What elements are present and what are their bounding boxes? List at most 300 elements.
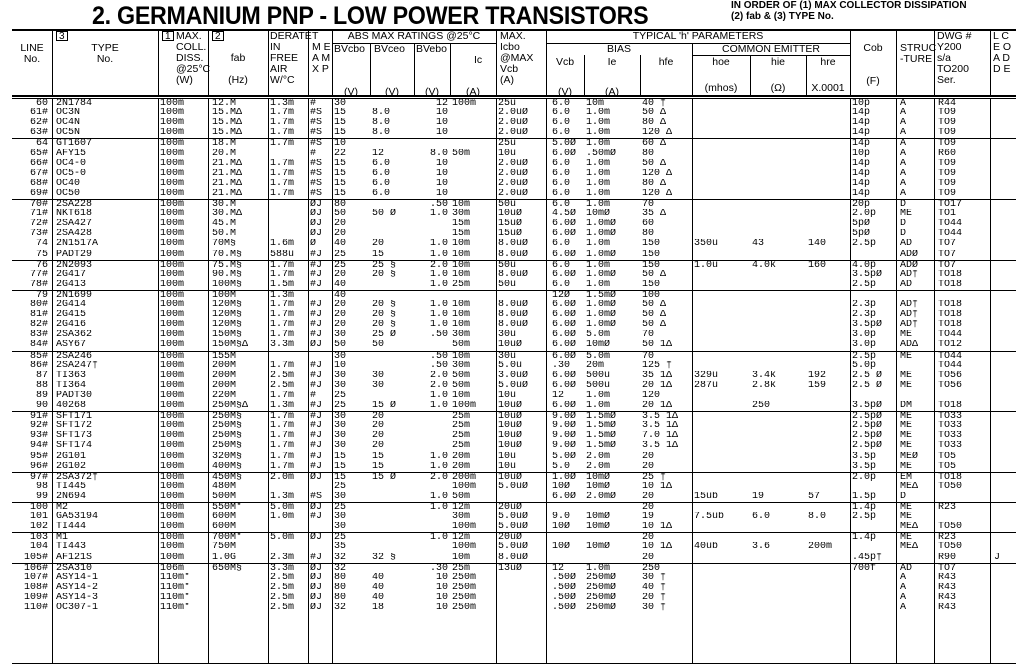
cell-line: 103	[29, 533, 48, 544]
cell-cob: 14p	[852, 108, 871, 119]
cell-bvcbo: 10	[334, 360, 347, 371]
cell-struc: EM	[900, 472, 913, 483]
cell-hre: 200m	[808, 542, 833, 553]
cell-dwg: TO33	[938, 412, 963, 423]
col-structure: STRUC -TURE	[900, 42, 937, 65]
table-row	[12, 209, 1016, 219]
cell-hoe: 1.0u	[694, 260, 719, 271]
cell-line: 65#	[29, 148, 48, 159]
transistor-table-body	[12, 98, 1016, 664]
cell-vcb: 5.0	[552, 461, 571, 472]
cell-icbo: 5.0uØ	[498, 522, 529, 533]
cell-bvcbo: 80	[334, 582, 347, 593]
cell-ie: 1.0m	[586, 178, 611, 189]
cell-dwg: TO18	[938, 472, 963, 483]
cell-type: OC5-0	[56, 168, 87, 179]
cell-tm: #S	[310, 491, 323, 502]
cell-line: 106#	[23, 563, 48, 574]
cell-hfe: 60	[642, 219, 655, 230]
cell-bvceo: 15	[372, 451, 385, 462]
cell-bvcbo: 80	[334, 200, 347, 210]
cell-tm: #J	[310, 360, 323, 371]
cell-ie: 5.0m	[586, 351, 611, 362]
cell-hie: 43	[752, 239, 765, 250]
cell-line: 96#	[29, 461, 48, 472]
cell-tm: ØJ	[310, 472, 323, 483]
cell-diss: 100m	[160, 300, 185, 310]
cell-tm: ØJ	[310, 340, 323, 351]
cell-ic: 50m	[452, 370, 471, 381]
cell-cob: 2.5 Ø	[852, 370, 883, 381]
cell-hre: 140	[808, 239, 827, 250]
unit-bvceo: (V)	[385, 86, 399, 98]
cell-struc: MEΔ	[900, 542, 919, 553]
cell-cob: 20p	[852, 200, 871, 210]
cell-ic: 250m	[452, 603, 477, 613]
cell-derate: 1.7m	[270, 158, 295, 169]
cell-ie: 1.0mØ	[586, 219, 617, 230]
cell-ie: 1.0m	[586, 279, 611, 290]
cell-cob: 2.5pØ	[852, 431, 883, 442]
cell-dwg: R43	[938, 603, 957, 613]
cell-type: SFT173	[56, 431, 93, 442]
cell-type: 2G101	[56, 451, 87, 462]
cell-icbo: 2.0uØ	[498, 128, 529, 139]
cell-ie: 1.0m	[586, 260, 611, 271]
cell-hoe: 287u	[694, 380, 719, 391]
table-row	[12, 401, 1016, 411]
cell-bvcbo: 40	[334, 290, 347, 301]
cell-struc: ME	[900, 512, 913, 523]
cell-hoe: 350u	[694, 239, 719, 250]
col-ic: Ic	[474, 54, 483, 66]
cell-ic: 10m	[452, 300, 471, 310]
cell-icbo: 10uØ	[498, 472, 523, 483]
cell-vcb: 6.0	[552, 279, 571, 290]
cell-bvceo: 50 Ø	[372, 209, 397, 220]
cell-icbo: 5.0uØ	[498, 542, 529, 553]
cell-bvebo: 1.0	[429, 491, 448, 502]
table-row	[12, 118, 1016, 128]
cell-vcb: 6.0Ø	[552, 370, 577, 381]
cell-bvcbo: 15	[334, 128, 347, 139]
cell-ic: 50m	[452, 148, 471, 159]
cell-tm: #S	[310, 118, 323, 129]
col-derate: DERATE IN FREE AIR W/°C	[270, 30, 312, 86]
cell-struc: D	[900, 219, 907, 230]
cell-fab: 650M§	[212, 563, 243, 574]
cell-bvceo: 6.0	[372, 178, 391, 189]
cell-line: 68#	[29, 178, 48, 189]
cell-derate: 1.7m	[270, 139, 295, 150]
cell-bvceo: 20	[372, 421, 385, 432]
cell-diss: 100m	[160, 128, 185, 139]
cell-hfe: 20	[642, 503, 655, 513]
cell-bvceo: 15 Ø	[372, 472, 397, 483]
cell-hre: 8.0	[808, 512, 827, 523]
cell-fab: 250M§Δ	[212, 401, 249, 411]
cell-icbo: 10u	[498, 451, 517, 462]
cell-ie: 250mØ	[586, 592, 617, 603]
cell-fab: 500M	[212, 491, 237, 502]
cell-line: 66#	[29, 158, 48, 169]
cell-tm: ØJ	[310, 563, 323, 574]
cell-bvcbo: 25	[334, 481, 347, 492]
cell-fab: 20.M	[212, 148, 237, 159]
cell-vcb: 6.0	[552, 188, 571, 199]
cell-fab: 250M§	[212, 412, 243, 423]
cell-vcb: 6.0Ø	[552, 300, 577, 310]
cell-hfe: 120 Δ	[642, 128, 673, 139]
cell-derate: 1.7m	[270, 118, 295, 129]
cell-cob: 5.0p	[852, 360, 877, 371]
cell-tm: #J	[310, 441, 323, 452]
cell-struc: AD†	[900, 310, 919, 321]
cell-icbo: 10u	[498, 390, 517, 401]
cell-type: 2N1699	[56, 290, 93, 301]
cell-dwg: TO33	[938, 441, 963, 452]
cell-bvebo: 2.0	[429, 370, 448, 381]
cell-icbo: 20uØ	[498, 533, 523, 544]
cell-bvcbo: 80	[334, 572, 347, 583]
cell-struc: ADØ	[900, 260, 919, 271]
cell-line: 70#	[29, 200, 48, 210]
cell-cob: 3.0p	[852, 340, 877, 351]
cell-tm: #J	[310, 431, 323, 442]
cell-vcb: 4.5Ø	[552, 209, 577, 220]
cell-hfe: 20	[642, 491, 655, 502]
cell-tm: #J	[310, 401, 323, 411]
cell-vcb: 9.0Ø	[552, 412, 577, 423]
cell-cob: 14p	[852, 128, 871, 139]
cell-struc: ME	[900, 461, 913, 472]
cell-bvcbo: 22	[334, 148, 347, 159]
table-row	[12, 229, 1016, 239]
cell-bvebo: 1.0	[429, 279, 448, 290]
cell-hfe: 60 Δ	[642, 139, 667, 150]
cell-ie: 1.0mØ	[586, 249, 617, 260]
unit-hre: X.0001	[811, 82, 845, 94]
cell-diss: 100m	[160, 390, 185, 401]
cell-vcb: 6.0	[552, 118, 571, 129]
cell-ic: 12m	[452, 533, 471, 544]
cell-cob: 2.5p	[852, 351, 877, 362]
cell-bvcbo: 20	[334, 219, 347, 230]
cell-bvceo: 20 §	[372, 310, 397, 321]
cell-struc: AD†	[900, 300, 919, 310]
cell-diss: 100m	[160, 533, 185, 544]
cell-hfe: 120	[642, 390, 661, 401]
cell-type: OC4N	[56, 118, 81, 129]
table-row	[12, 310, 1016, 320]
cell-diss: 100m	[160, 188, 185, 199]
cell-vcb: 6.0Ø	[552, 330, 577, 341]
cell-hfe: 3.5 1Δ	[642, 421, 679, 432]
cell-tm: ØJ	[310, 200, 323, 210]
cell-bvcbo: 15	[334, 158, 347, 169]
cell-struc: ME	[900, 503, 913, 513]
col-bvceo: BVceo	[374, 43, 405, 55]
cell-hie: 19	[752, 491, 765, 502]
cell-bvebo: .50	[429, 200, 448, 210]
col-bias: BIAS	[607, 43, 631, 55]
cell-type: TI363	[56, 370, 87, 381]
cell-fab: 750M	[212, 542, 237, 553]
cell-ic: 30m	[452, 512, 471, 523]
cell-derate: 1.0m	[270, 512, 295, 523]
cell-derate: 1.3m	[270, 401, 295, 411]
cell-bvebo: 1.0	[429, 401, 448, 411]
cell-ie: 10mØ	[586, 472, 611, 483]
cell-vcb: 9.0Ø	[552, 431, 577, 442]
cell-dwg: TO50	[938, 522, 963, 533]
cell-bvcbo: 32	[334, 552, 347, 563]
cell-bvcbo: 30	[334, 431, 347, 442]
cell-dwg: TO18	[938, 310, 963, 321]
cell-fab: 12.M	[212, 99, 237, 109]
table-row	[12, 149, 1016, 159]
cell-vcb: 12	[552, 563, 565, 574]
cell-ic: 10m	[452, 269, 471, 280]
table-row	[12, 441, 1016, 451]
cell-struc: A	[900, 178, 907, 189]
cell-diss: 100m	[160, 351, 185, 362]
cell-type: TI364	[56, 380, 87, 391]
cell-ic: 10m	[452, 320, 471, 331]
cell-vcb: 6.0Ø	[552, 351, 577, 362]
cell-diss: 100m	[160, 542, 185, 553]
cell-fab: 150M§	[212, 330, 243, 341]
cell-vcb: 6.0Ø	[552, 148, 577, 159]
cell-struc: A	[900, 99, 907, 109]
cell-hfe: 10 1Δ	[642, 542, 673, 553]
cell-derate: 1.7m	[270, 330, 295, 341]
cell-ie: 1.5mØ	[586, 441, 617, 452]
cell-line: 85#	[29, 351, 48, 362]
cell-line: 99	[35, 491, 48, 502]
cell-cob: .45p†	[852, 552, 883, 563]
cell-icbo: 8.0uØ	[498, 269, 529, 280]
cell-derate: 1.7m	[270, 360, 295, 371]
cell-line: 81#	[29, 310, 48, 321]
cell-fab: 200M	[212, 380, 237, 391]
cell-vcb: 6.0	[552, 158, 571, 169]
cell-tm: #S	[310, 178, 323, 189]
cell-fab: 120M§	[212, 320, 243, 331]
cell-struc: A	[900, 118, 907, 129]
cell-dwg: TO9	[938, 188, 957, 199]
cell-struc: D	[900, 200, 907, 210]
cell-dwg: TO5	[938, 461, 957, 472]
cell-bvceo: 12	[372, 148, 385, 159]
cell-bvebo: 1.0	[429, 320, 448, 331]
cell-cob: 5pØ	[852, 219, 871, 230]
cell-dwg: TO7	[938, 260, 957, 271]
table-row	[12, 512, 1016, 522]
cell-type: 2N1517A	[56, 239, 99, 250]
cell-derate: 1.7m	[270, 320, 295, 331]
cell-dwg: TO12	[938, 340, 963, 351]
unit-hoe: (mhos)	[704, 82, 738, 94]
cell-bvcbo: 15	[334, 178, 347, 189]
cell-dwg: R23	[938, 503, 957, 513]
cell-bvcbo: 15	[334, 472, 347, 483]
cell-cob: 4.0p	[852, 260, 877, 271]
cell-tm: ØJ	[310, 229, 323, 240]
cell-ie: 250mØ	[586, 582, 617, 593]
cell-vcb: 9.0Ø	[552, 421, 577, 432]
cell-bvebo: 8.0	[429, 148, 448, 159]
cell-bvceo: 30	[372, 380, 385, 391]
cell-hfe: 150	[642, 239, 661, 250]
cell-hfe: 10 1Δ	[642, 522, 673, 533]
cell-line: 110#	[23, 603, 48, 613]
cell-dwg: TO44	[938, 351, 963, 362]
cell-line: 90	[35, 401, 48, 411]
cell-diss: 100m	[160, 340, 185, 351]
table-row	[12, 169, 1016, 179]
cell-bvcbo: 40	[334, 239, 347, 250]
cell-derate: 1.3m	[270, 290, 295, 301]
cell-ic: 25m	[452, 279, 471, 290]
cell-derate: 1.7m	[270, 412, 295, 423]
cell-hie: 250	[752, 401, 771, 411]
cell-derate: 1.7m	[270, 421, 295, 432]
cell-line: 74	[35, 239, 48, 250]
cell-type: TI444	[56, 522, 87, 533]
table-row	[12, 239, 1016, 249]
cell-vcb: 9.0	[552, 512, 571, 523]
cell-bvcbo: 25	[334, 533, 347, 544]
cell-icbo: 50u	[498, 200, 517, 210]
table-row	[12, 290, 1016, 300]
cell-diss: 100m	[160, 512, 185, 523]
cell-line: 71#	[29, 209, 48, 220]
cell-line: 77#	[29, 269, 48, 280]
cell-tm: #J	[310, 370, 323, 381]
cell-vcb: 6.0	[552, 168, 571, 179]
cell-line: 73#	[29, 229, 48, 240]
cell-tm: #J	[310, 421, 323, 432]
cell-hie: 4.0k	[752, 260, 777, 271]
col-common-emitter: COMMON EMITTER	[722, 43, 820, 55]
cell-dwg: TO7	[938, 239, 957, 250]
cell-vcb: 5.0Ø	[552, 451, 577, 462]
cell-fab: 21.MΔ	[212, 188, 243, 199]
cell-cob: 2.5pØ	[852, 421, 883, 432]
cell-icbo: 8.0uØ	[498, 310, 529, 321]
cell-vcb: 5.0Ø	[552, 139, 577, 150]
col-hie: hie	[770, 56, 785, 68]
cell-tm: ØJ	[310, 219, 323, 230]
col-bvebo: BVebo	[416, 43, 447, 55]
cell-bvceo: 40	[372, 572, 385, 583]
cell-vcb: 6.0Ø	[552, 249, 577, 260]
cell-type: 2SA246	[56, 351, 93, 362]
cell-type: M2	[56, 503, 69, 513]
cell-vcb: .30	[552, 360, 571, 371]
cell-hfe: 70	[642, 351, 655, 362]
cell-ie: 500u	[586, 370, 611, 381]
cell-diss: 100m	[160, 260, 185, 271]
cell-tm: #S	[310, 139, 323, 150]
cell-hfe: 80 Δ	[642, 178, 667, 189]
cell-dwg: TO9	[938, 158, 957, 169]
cell-tm: #S	[310, 128, 323, 139]
cell-type: 2SA310	[56, 563, 93, 574]
cell-bvebo: 12	[435, 99, 448, 109]
cell-derate: 1.7m	[270, 168, 295, 179]
cell-bvebo: 2.0	[429, 260, 448, 271]
cell-bvcbo: 35	[334, 542, 347, 553]
table-row	[12, 138, 1016, 148]
cell-bvceo: 40	[372, 592, 385, 603]
cell-ic: 30m	[452, 360, 471, 371]
cell-diss: 100m	[160, 209, 185, 220]
cell-dwg: TO5	[938, 451, 957, 462]
cell-vcb: 6.0Ø	[552, 401, 577, 411]
cell-dwg: R60	[938, 148, 957, 159]
cell-diss: 100m	[160, 178, 185, 189]
cell-ie: 500u	[586, 380, 611, 391]
cell-bvcbo: 20	[334, 300, 347, 310]
col-hfe: hfe	[658, 56, 674, 68]
cell-ic: 15m	[452, 219, 471, 230]
table-row	[12, 330, 1016, 340]
cell-line: 104	[29, 542, 48, 553]
table-row	[12, 351, 1016, 361]
col-typical-h-params: TYPICAL 'h' PARAMETERS	[632, 30, 764, 42]
cell-type: M1	[56, 533, 69, 544]
cell-diss: 100m	[160, 330, 185, 341]
cell-line: 102	[29, 522, 48, 533]
cell-vcb: 6.0	[552, 178, 571, 189]
cell-derate: 2.5m	[270, 572, 295, 583]
cell-bvceo: 15	[372, 461, 385, 472]
cell-ie: 1.0m	[586, 108, 611, 119]
cell-bvebo: 2.0	[429, 380, 448, 391]
cell-lead: J	[994, 552, 1001, 563]
cell-ic: 10m	[452, 552, 471, 563]
cell-hfe: 20	[642, 533, 655, 544]
cell-derate: 1.7m	[270, 461, 295, 472]
cell-diss: 100m	[160, 249, 185, 260]
cell-hfe: 50 Δ	[642, 300, 667, 310]
cell-struc: ME	[900, 431, 913, 442]
cell-ie: 10mØ	[586, 340, 611, 351]
cell-ie: 1.0mØ	[586, 310, 617, 321]
cell-tm: #	[310, 99, 317, 109]
cell-bvceo: 6.0	[372, 158, 391, 169]
table-row	[12, 128, 1016, 138]
table-row	[12, 563, 1016, 573]
cell-ic: 30m	[452, 209, 471, 220]
cell-bvcbo: 20	[334, 310, 347, 321]
cell-fab: 320M§	[212, 451, 243, 462]
cell-struc: A	[900, 108, 907, 119]
cell-diss: 100m	[160, 481, 185, 492]
cell-line: 97#	[29, 472, 48, 483]
cell-vcb: 6.0Ø	[552, 340, 577, 351]
cell-bvebo: 10	[435, 582, 448, 593]
cell-dwg: R43	[938, 582, 957, 593]
cell-cob: 2.3p	[852, 300, 877, 310]
cell-cob: 14p	[852, 158, 871, 169]
cell-ic: 50m	[452, 340, 471, 351]
cell-hre: 192	[808, 370, 827, 381]
cell-tm: #S	[310, 158, 323, 169]
cell-vcb: 12	[552, 390, 565, 401]
